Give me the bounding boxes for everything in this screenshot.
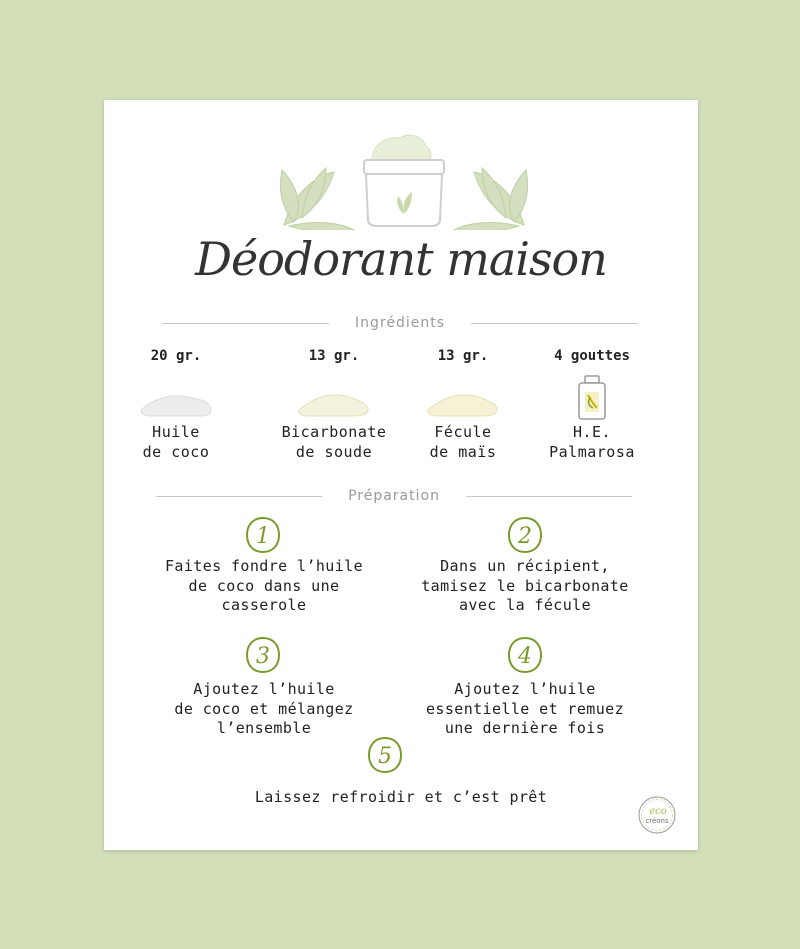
recipe-card [104,100,698,850]
left-leaves-icon [280,168,354,230]
right-leaves-icon [454,168,528,230]
essential-oil-bottle-icon [527,368,657,422]
ingredient-name [269,422,399,462]
step-text-line: de coco et mélangez [174,699,354,718]
step-5-text: Laissez refroidir et c’est prêt [254,788,548,806]
step-1-text [154,557,374,616]
preparation-heading: Préparation [348,488,440,504]
step-text-line: l’ensemble [216,719,312,737]
eco-creons-logo [637,795,677,835]
jar-icon [364,135,444,226]
step-4-text [415,680,635,739]
step-text-line: tamisez le bicarbonate [421,576,629,595]
coconut-oil-pile-icon [111,368,241,422]
ingredient-name-line1: Bicarbonate [281,423,387,441]
step-text-line: Dans un récipient, [440,557,610,575]
ingredients-divider [162,315,638,331]
ingredient-name [527,422,657,462]
ingredient-quantity: 13 gr. [437,348,489,364]
step-5-number [365,735,405,775]
step-1-number [243,515,283,555]
step-3-text [154,680,374,739]
step-1 [154,557,374,616]
divider-line-left [162,323,329,324]
ingredient-quantity: 20 gr. [150,348,202,364]
step-5-digit: 5 [378,744,392,769]
ingredient-baking-soda [269,348,399,462]
ingredient-name [398,422,528,462]
step-text-line: Faites fondre l’huile [164,557,364,575]
ingredient-name-line2: de maïs [429,443,497,461]
step-2-digit: 2 [518,524,532,549]
ingredient-name-line2: de soude [295,443,373,461]
step-2 [415,557,635,616]
ingredient-coconut-oil [111,348,241,462]
ingredient-name-line1: H.E. [572,423,612,441]
ingredient-quantity: 4 gouttes [554,348,630,364]
ingredient-cornstarch [398,348,528,462]
step-text-line: essentielle et remuez [425,699,625,718]
step-text-line: une dernière fois [444,719,606,737]
ingredient-name-line1: Huile [152,423,200,441]
ingredient-quantity: 13 gr. [308,348,360,364]
step-text-line: Ajoutez l’huile [193,680,335,698]
divider-line-right [471,323,638,324]
step-3 [154,680,374,739]
baking-soda-pile-icon [269,368,399,422]
jar-leaves-illustration [274,130,534,230]
preparation-divider [156,488,632,504]
step-4-number [505,635,545,675]
step-text-line: Ajoutez l’huile [454,680,596,698]
ingredient-name [111,422,241,462]
ingredient-essential-oil [527,348,657,462]
cornstarch-pile-icon [398,368,528,422]
step-text-line: avec la fécule [458,596,592,614]
step-text-line: de coco dans une [188,576,340,595]
step-4 [415,680,635,739]
ingredients-heading: Ingrédients [355,315,445,331]
step-1-digit: 1 [256,524,270,549]
ingredient-name-line1: Fécule [434,423,492,441]
ingredient-name-line2: Palmarosa [549,443,635,461]
ingredient-name-line2: de coco [142,443,210,461]
logo-eco-text: eco [649,806,667,817]
step-4-digit: 4 [518,644,532,669]
step-2-number [505,515,545,555]
step-3-digit: 3 [256,644,270,669]
page-title: Déodorant maison [195,232,607,286]
step-5 [201,788,601,808]
step-2-text [415,557,635,616]
divider-line-right [466,496,632,497]
step-text-line: casserole [221,596,307,614]
divider-line-left [156,496,322,497]
logo-creons-text: créons [645,817,669,825]
step-3-number [243,635,283,675]
